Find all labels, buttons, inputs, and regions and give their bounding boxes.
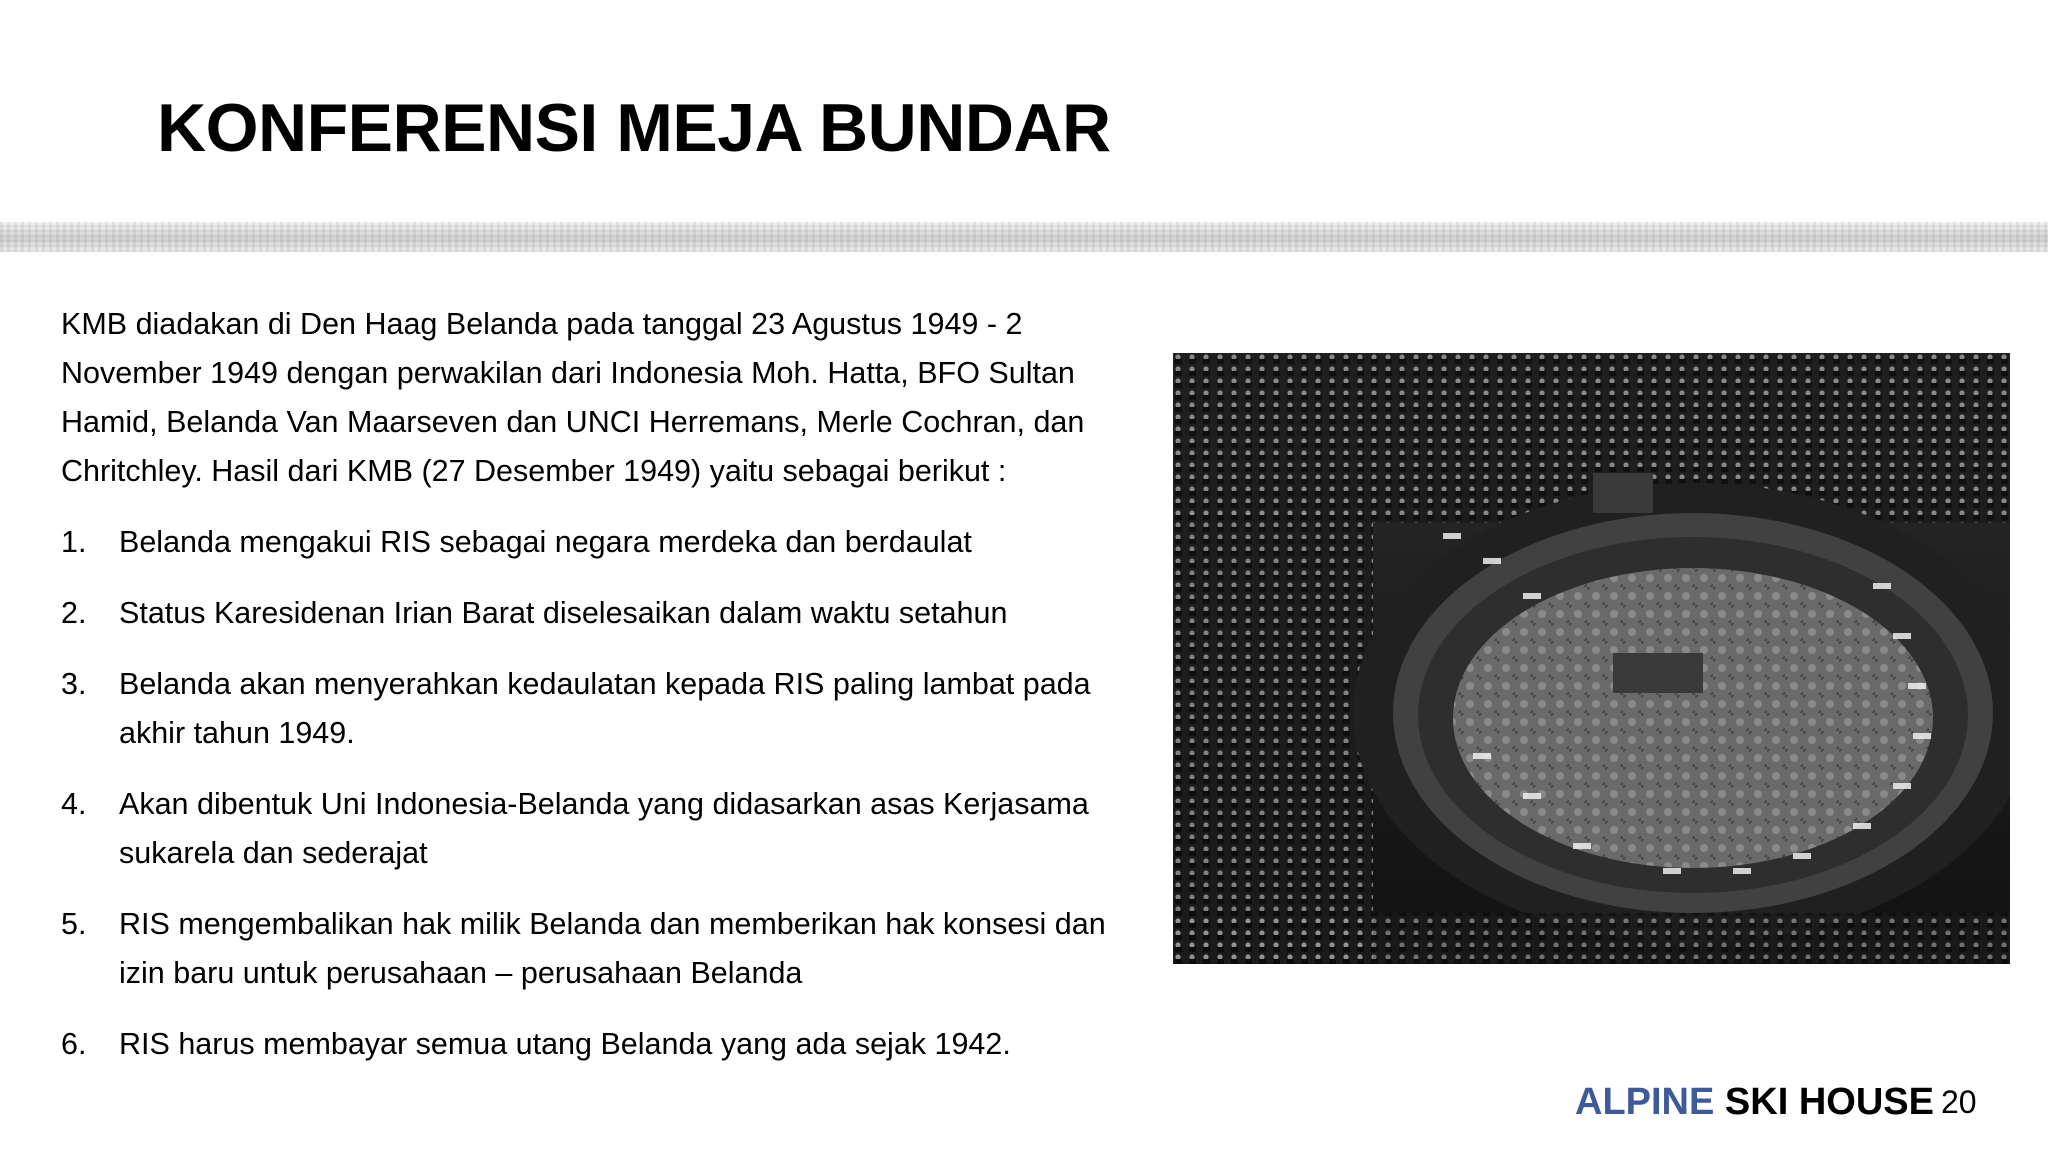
list-item: [61, 780, 1121, 878]
list-item: [61, 660, 1121, 758]
list-item-text: Akan dibentuk Uni Indonesia-Belanda yang didasarkan asas Kerjasama sukarela dan sederajat: [119, 787, 1089, 870]
list-item-number: 2.: [61, 596, 87, 630]
list-item-number: 3.: [61, 667, 87, 701]
list-item: [61, 900, 1121, 998]
list-item-number: 5.: [61, 907, 87, 941]
page-number: 20: [1941, 1084, 1977, 1120]
list-item-text: Belanda mengakui RIS sebagai negara merdeka dan berdaulat: [119, 525, 972, 559]
list-item-number: 6.: [61, 1027, 87, 1061]
list-item-text: RIS harus membayar semua utang Belanda yang ada sejak 1942.: [119, 1027, 1011, 1061]
footer-brand-accent: ALPINE: [1575, 1081, 1715, 1123]
list-item-number: 4.: [61, 787, 87, 821]
conference-photo: [1173, 353, 2010, 964]
footer-brand-rest: SKI HOUSE: [1714, 1081, 1934, 1123]
texture-divider: [0, 222, 2048, 252]
list-item: [61, 518, 1121, 567]
list-item-text: Belanda akan menyerahkan kedaulatan kepada RIS paling lambat pada akhir tahun 1949.: [119, 667, 1091, 750]
list-item: [61, 589, 1121, 638]
list-item-number: 1.: [61, 525, 87, 559]
list-item: [61, 1020, 1121, 1069]
list-item-text: RIS mengembalikan hak milik Belanda dan memberikan hak konsesi dan izin baru untuk perusahaan – perusahaan Belanda: [119, 907, 1106, 990]
intro-paragraph: KMB diadakan di Den Haag Belanda pada tanggal 23 Agustus 1949 - 2 November 1949 dengan perwakilan dari Indonesia Moh. Hatta, BFO Sultan Hamid, Belanda Van Maarseven dan UNCI Herremans, Merle Cochran, dan Chritchley. Hasil dari KMB (27 Desember 1949) yaitu sebagai berikut :: [61, 307, 1085, 488]
slide-title: KONFERENSI MEJA BUNDAR: [157, 90, 1111, 166]
list-item-text: Status Karesidenan Irian Barat diselesaikan dalam waktu setahun: [119, 596, 1008, 630]
results-list: [61, 518, 1121, 1091]
conference-photo-illustration: [1173, 353, 2010, 964]
footer-brand: [1575, 1080, 1934, 1124]
